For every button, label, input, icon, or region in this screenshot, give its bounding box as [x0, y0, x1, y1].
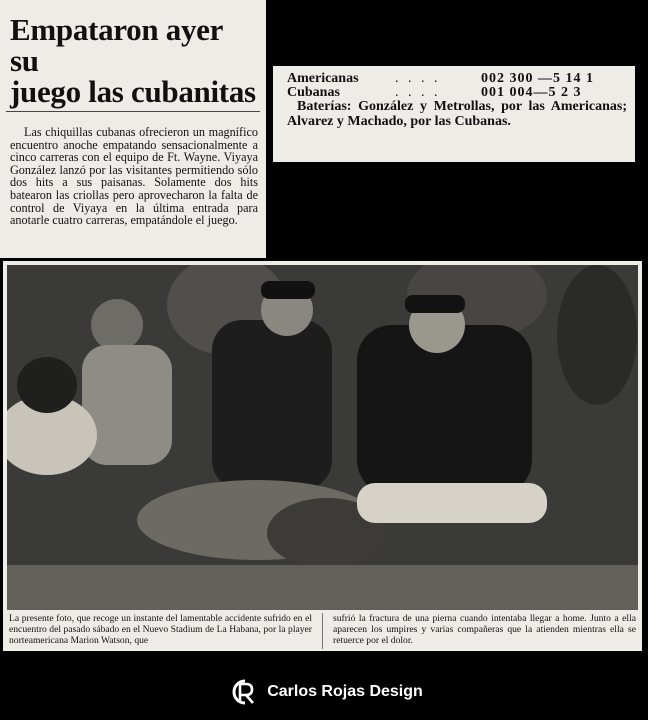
boxscore-row	[287, 86, 635, 100]
caption-left-column: La presente foto, que recoge un instante del lamentable accidente sufrido en el encuentro del pasado sábado en el Nuevo Stadium de La Habana, por la player norteamericana Marion Watson, que	[9, 613, 312, 646]
leader-dots: . . . .	[395, 84, 441, 100]
caption-right-column: sufrió la fractura de una pierna cuando intentaba llegar a home. Junto a ella aparecen los umpires y varias compañeras que la atienden mientras ella se retuerce por el dolor.	[333, 613, 636, 646]
accident-photo	[7, 265, 638, 610]
article-headline	[10, 14, 258, 107]
brand-name: Carlos Rojas Design	[267, 683, 423, 700]
boxscore-row	[287, 72, 635, 86]
photo-caption	[9, 613, 636, 649]
article-clipping	[0, 0, 266, 258]
team-name: Cubanas	[287, 84, 340, 100]
leader-dots: . . . .	[395, 71, 441, 86]
cr-monogram-icon	[225, 675, 259, 709]
headline-line-2: juego las cubanitas	[10, 74, 256, 109]
team-name: Americanas	[287, 71, 359, 86]
photo-clipping	[3, 261, 642, 651]
headline-divider	[6, 111, 260, 112]
line-score: 001 004—5 2 3	[481, 84, 582, 100]
brand-footer	[0, 672, 648, 712]
boxscore-clipping	[273, 66, 635, 162]
line-score: 002 300 —5 14 1	[481, 71, 594, 86]
caption-divider	[322, 613, 323, 649]
photo-illustration	[7, 265, 638, 610]
article-body: Las chiquillas cubanas ofrecieron un magnífico encuentro anoche empatando sensacionalmente a cinco carreras con el equipo de Ft. Wayne. Viyaya González lanzó por las visitantes permitiendo sólo dos hits a sus paisanas. Solamente dos hits batearon las criollas pero aprovecharon la falta de control de Viyaya en la última entrada para anotarle cuatro carreras, empatándole el juego.	[10, 125, 258, 228]
batteries-text: Baterías: González y Metrollas, por las Americanas; Alvarez y Machado, por las Cubanas.	[287, 99, 627, 129]
headline-line-1: Empataron ayer su	[10, 12, 223, 78]
